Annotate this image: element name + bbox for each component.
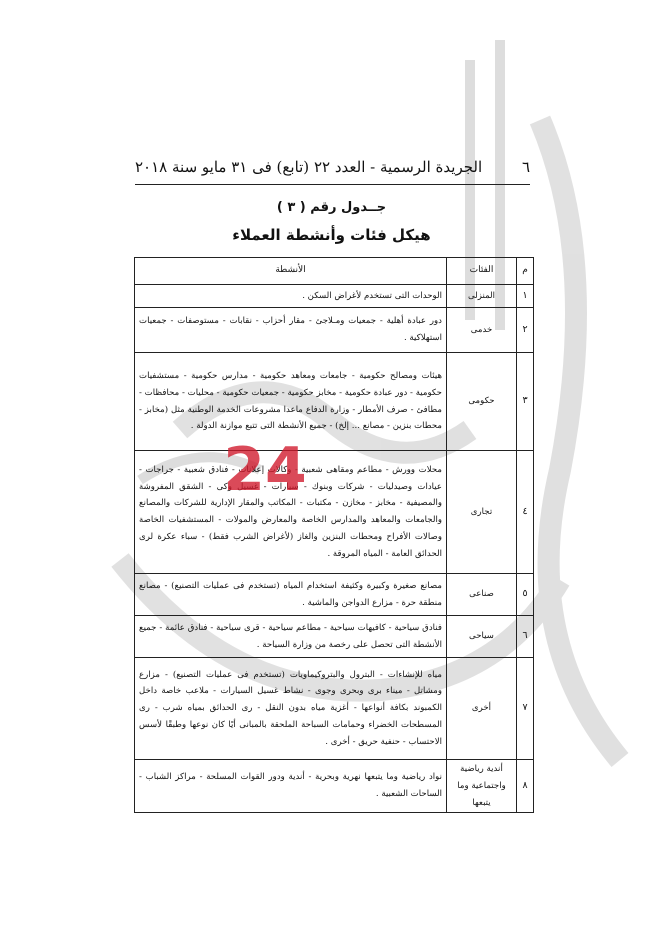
page-number: ٦	[521, 158, 530, 176]
row-num: ٥	[517, 574, 534, 616]
table-row	[135, 658, 534, 760]
row-category: أندية رياضية واجتماعية وما يتبعها	[447, 760, 517, 813]
table-row	[135, 451, 534, 574]
row-num: ١	[517, 285, 534, 308]
row-num: ٨	[517, 760, 534, 813]
table-row	[135, 616, 534, 658]
row-activities: نواد رياضية وما يتبعها نهرية وبحرية - أندية ودور القوات المسلحة - مراكز الشباب - الساحات الشعبية .	[135, 760, 447, 813]
row-category: سياحى	[447, 616, 517, 658]
gazette-title: الجريدة الرسمية - العدد ٢٢ (تابع) فى ٣١ مايو سنة ٢٠١٨	[135, 158, 483, 176]
row-category: صناعى	[447, 574, 517, 616]
table-subtitle: هيكل فئات وأنشطة العملاء	[232, 226, 431, 244]
row-category: أخرى	[447, 658, 517, 760]
row-activities: الوحدات التى تستخدم لأغراض السكن .	[135, 285, 447, 308]
row-category: حكومى	[447, 353, 517, 451]
table-row	[135, 308, 534, 353]
table-row	[135, 353, 534, 451]
row-activities: محلات وورش - مطاعم ومقاهى شعبية - وكالات إعلانات - فنادق شعبية - جراجات - عيادات وصيدليات - شركات وبنوك - سيارات - غسيل وكى - الشقق المفروشة والمصيفية - مخابز - مخازن - مكتبات - المكاتب والمقار الإدارية للشركات والمصانع والجامعات والمعاهد والمدارس الخاصة والمعارض والمولات - المستشفيات الخاصة وصالات الأفراح ومحطات البنزين والغاز (لأغراض الشرب فقط) - سباء عكرة لرى الحدائق العامة - المياه المروقة .	[135, 451, 447, 574]
row-num: ٢	[517, 308, 534, 353]
row-category: المنزلى	[447, 285, 517, 308]
page-header	[135, 158, 530, 185]
row-num: ٤	[517, 451, 534, 574]
row-category: تجارى	[447, 451, 517, 574]
header-num: م	[517, 258, 534, 285]
watermark-logo-number: 24	[223, 435, 307, 505]
row-num: ٣	[517, 353, 534, 451]
table-row	[135, 760, 534, 813]
row-num: ٦	[517, 616, 534, 658]
customer-categories-table	[134, 257, 534, 813]
row-activities: دور عبادة أهلية - جمعيات ومـلاجئ - مقار أحزاب - نقابات - مستوصفات - جمعيات استهلاكية .	[135, 308, 447, 353]
table-row	[135, 574, 534, 616]
row-num: ٧	[517, 658, 534, 760]
row-activities: هيئات ومصالح حكومية - جامعات ومعاهد حكومية - مدارس حكومية - مستشفيات حكومية - دور عبادة حكومية - مخابز حكومية - جمعيات حكومية - محليات - محافظات - مطافئ - صرف الأمطار - وزارة الدفاع ماعدا مشروعات الخدمة الوطنية مثل (مخابز - محطات بنزين - مصانع ... إلخ) - جميع الأنشطة التى تتبع موازنة الدولة .	[135, 353, 447, 451]
row-activities: فنادق سياحية - كافيهات سياحية - مطاعم سياحية - قرى سياحية - فنادق عائمة - جميع الأنشطة التى تحصل على رخصة من وزارة السياحة .	[135, 616, 447, 658]
table-header-row	[135, 258, 534, 285]
row-activities: مياه للإنشاءات - البترول والبتروكيماويات (تستخدم فى عمليات التصنيع) - مزارع ومشاتل - ميناء برى وبحرى وجوى - نشاط غسيل السيارات - ملاعب خاصة داخل الكمبوند بكافة أنواعها - أغزية مياه بدون النقل - رى الحدائق بمياه شرب - رى المسطحات الخضراء وحمامات السباحة الملحقة بالمبانى أيًا كان نوعها وطبقًا لأسس الاحتساب - حنفية حريق - أخرى .	[135, 658, 447, 760]
header-category: الفئات	[447, 258, 517, 285]
table-title: جــدول رقم ( ٣ )	[276, 200, 387, 215]
table-row	[135, 285, 534, 308]
watermark-swirl-1	[540, 120, 620, 760]
header-activities: الأنشطة	[135, 258, 447, 285]
row-activities: مصانع صغيرة وكبيرة وكثيفة استخدام المياه (تستخدم فى عمليات التصنيع) - مصانع منطقة حرة - مزارع الدواجن والماشية .	[135, 574, 447, 616]
row-category: خدمى	[447, 308, 517, 353]
